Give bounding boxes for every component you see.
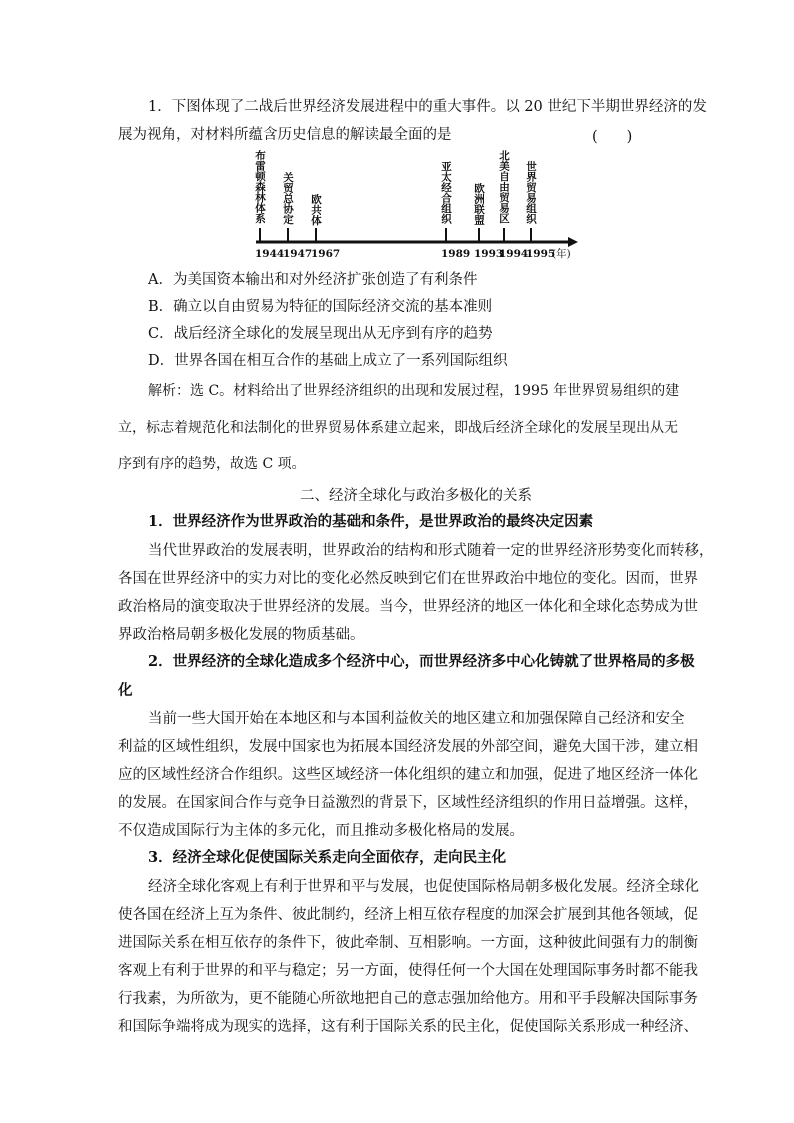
analysis-line2: 立，标志着规范化和法制化的世界贸易体系建立起来，即战后经济全球化的发展呈现出从无	[118, 420, 678, 436]
timeline-figure	[250, 148, 580, 263]
timeline-event-label: 亚太经合组织	[440, 161, 452, 224]
para1-line2: 各国在世界经济中的实力对比的变化必然反映到它们在世界政治中地位的变化。因而，世界	[118, 571, 698, 587]
para3-line4: 客观上有利于世界的和平与稳定；另一方面，使得任何一个大国在处理国际事务时都不能我	[118, 963, 698, 979]
para2-line5: 不仅造成国际行为主体的多元化，而且推动多极化格局的发展。	[118, 823, 524, 839]
para2-line2: 利益的区域性组织，发展中国家也为拓展本国经济发展的外部空间，避免大国干涉，建立相	[118, 739, 698, 755]
para1-line1: 当代世界政治的发展表明，世界政治的结构和形式随着一定的世界经济形势变化而转移，	[148, 543, 714, 559]
timeline-year-label: 1989	[441, 248, 471, 260]
timeline-year-label: 1947	[283, 248, 313, 260]
option-d: D．世界各国在相互合作的基础上成立了一系列国际组织	[148, 353, 508, 369]
para3-line2: 使各国在经济上互为条件、彼此制约，经济上相互依存程度的加深会扩展到其他各领域，促	[118, 907, 698, 923]
heading-1: 1．世界经济作为世界政治的基础和条件，是世界政治的最终决定因素	[148, 513, 594, 530]
timeline-event-label: 欧共体	[310, 194, 322, 226]
para2-line3: 应的区域性经济合作组织。这些区域经济一体化组织的建立和加强，促进了地区经济一体化	[118, 767, 698, 783]
analysis-line3: 序到有序的趋势，故选 C 项。	[118, 456, 306, 472]
option-c: C．战后经济全球化的发展呈现出从无序到有序的趋势	[148, 326, 493, 342]
option-a: A．为美国资本输出和对外经济扩张创造了有利条件	[148, 272, 478, 288]
timeline-year-label: 1993	[474, 248, 504, 260]
heading-3: 3．经济全球化促使国际关系走向全面依存，走向民主化	[148, 849, 507, 866]
timeline-year-label: 1944	[255, 248, 285, 260]
heading-2-line2: 化	[118, 682, 133, 699]
section-title: 二、经济全球化与政治多极化的关系	[300, 488, 532, 504]
option-b: B．确立以自由贸易为特征的国际经济交流的基本准则	[148, 299, 493, 315]
para2-line4: 的发展。在国家间合作与竞争日益激烈的背景下，区域性经济组织的作用日益增强。这样，	[118, 795, 698, 811]
timeline-event-label: 布雷顿森林体系	[254, 150, 266, 224]
para3-line3: 进国际关系在相互依存的条件下，彼此牵制、互相影响。一方面，这种彼此间强有力的制衡	[118, 935, 698, 951]
answer-parentheses: ( )	[592, 129, 633, 145]
timeline-event-label: 欧洲联盟	[473, 183, 485, 225]
para3-line5: 行我素，为所欲为，更不能随心所欲地把自己的意志强加给他方。用和平手段解决国际事务	[118, 991, 698, 1007]
para2-line1: 当前一些大国开始在本地区和与本国利益攸关的地区建立和加强保障自己经济和安全	[148, 711, 685, 727]
para1-line4: 界政治格局朝多极化发展的物质基础。	[118, 627, 365, 643]
para3-line1: 经济全球化客观上有利于世界和平与发展，也促使国际格局朝多极化发展。经济全球化	[148, 879, 699, 895]
timeline-year-label: 1994	[499, 248, 529, 260]
timeline-year-label: 1967	[311, 248, 341, 260]
question-stem-line2: 展为视角，对材料所蕴含历史信息的解读最全面的是	[118, 127, 452, 143]
heading-2-line1: 2．世界经济的全球化造成多个经济中心，而世界经济多中心化铸就了世界格局的多极	[148, 653, 695, 670]
timeline-year-label: 1995	[526, 248, 556, 260]
timeline-unit-label: (年)	[552, 248, 571, 260]
timeline-event-label: 关贸总协定	[282, 172, 294, 225]
timeline-event-label: 世界贸易组织	[525, 161, 537, 224]
analysis-line1: 解析：选 C。材料给出了世界经济组织的出现和发展过程，1995 年世界贸易组织的建	[148, 383, 680, 399]
para1-line3: 政治格局的演变取决于世界经济的发展。当今，世界经济的地区一体化和全球化态势成为世	[118, 599, 698, 615]
para3-line6: 和国际争端将成为现实的选择，这有利于国际关系的民主化，促使国际关系形成一种经济、	[118, 1019, 698, 1035]
timeline-event-label: 北美自由贸易区	[498, 150, 510, 224]
question-stem-line1: 1．下图体现了二战后世界经济发展进程中的重大事件。以 20 世纪下半期世界经济的发	[148, 99, 707, 115]
